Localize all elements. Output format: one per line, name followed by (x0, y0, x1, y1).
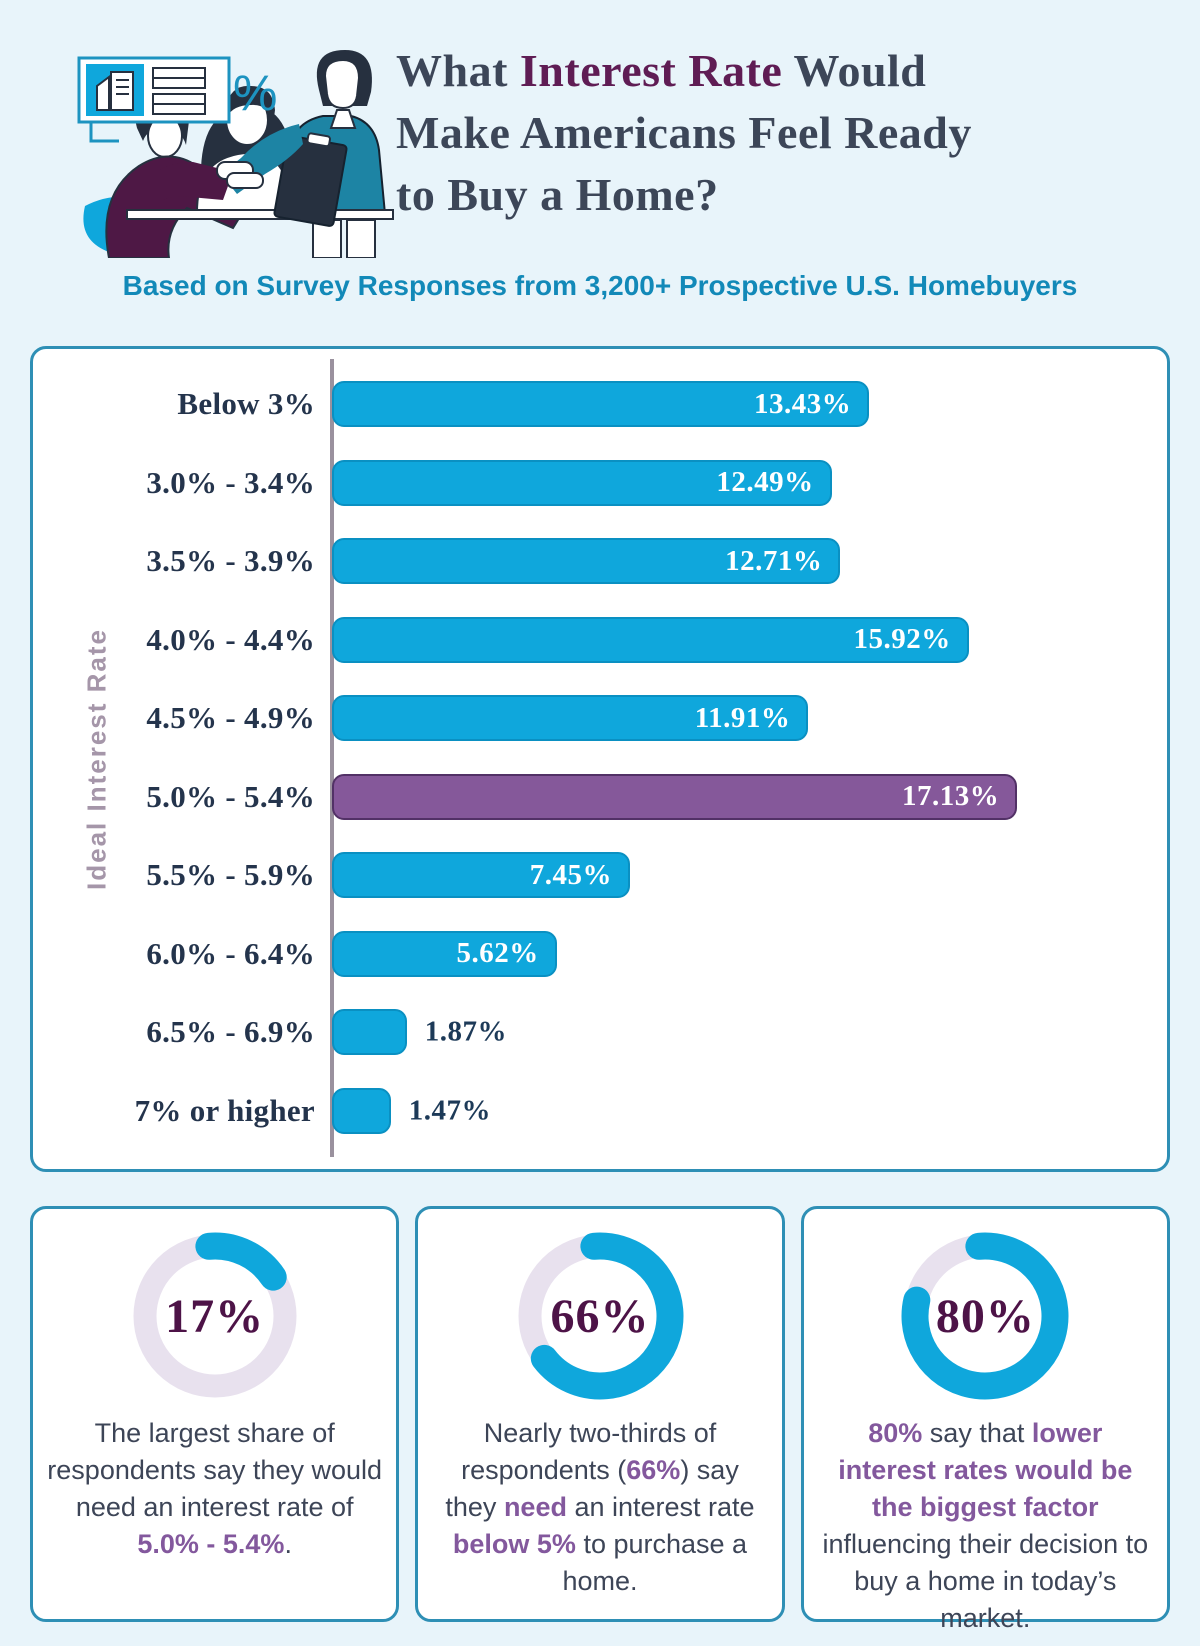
donut-percent-label: 17% (165, 1289, 265, 1343)
chart-row (33, 679, 1167, 758)
bar (332, 538, 840, 584)
bar-rows (33, 365, 1167, 1150)
chart-row (33, 365, 1167, 444)
bar (332, 852, 630, 898)
card-text-highlight: need (503, 1492, 567, 1522)
bar-track (330, 381, 1167, 427)
bar (332, 381, 869, 427)
bar-track (330, 774, 1167, 820)
stat-card (30, 1206, 399, 1622)
bar-track (330, 931, 1167, 977)
stat-cards (30, 1206, 1170, 1633)
chart-row (33, 601, 1167, 680)
stat-card-text (818, 1415, 1153, 1637)
title-highlight: Interest Rate (519, 45, 783, 96)
card-text: Nearly two-thirds of respondents ( (461, 1418, 717, 1485)
table (127, 210, 393, 219)
category-label: 4.0% - 4.4% (146, 621, 315, 657)
bar-track (330, 695, 1167, 741)
category-label: 6.5% - 6.9% (146, 1014, 315, 1050)
stat-card-text (432, 1415, 767, 1600)
chart-row (33, 444, 1167, 523)
bar (332, 460, 832, 506)
card-text: say that (922, 1418, 1032, 1448)
category-label: 7% or higher (134, 1092, 315, 1128)
stat-card-text (47, 1415, 382, 1563)
donut-percent-label: 66% (550, 1289, 650, 1343)
card-text: to purchase a home. (562, 1529, 748, 1596)
card-text-highlight: lower interest rates would be the biggest factor (838, 1418, 1133, 1522)
man-leg (347, 220, 375, 258)
category-label: 3.5% - 3.9% (146, 543, 315, 579)
card-text: The largest share of respondents say they would need an interest rate of (47, 1418, 383, 1522)
man-collar (331, 110, 355, 128)
bar (332, 695, 808, 741)
bar-track (330, 617, 1167, 663)
bar (332, 617, 969, 663)
stat-card (415, 1206, 784, 1622)
chart-row (33, 1072, 1167, 1151)
bar-value-label: 12.71% (725, 544, 823, 577)
title-text: Make Americans Feel Ready (396, 107, 972, 158)
card-text-highlight: below 5% (452, 1529, 576, 1559)
bar-track (330, 852, 1167, 898)
bar (332, 1088, 391, 1134)
bar-value-label: 17.13% (901, 780, 1000, 813)
bar (332, 1009, 407, 1055)
subtitle: Based on Survey Responses from 3,200+ Prospective U.S. Homebuyers (122, 270, 1078, 301)
header (0, 0, 1200, 258)
title-text: What (396, 45, 520, 96)
man-face (325, 60, 359, 108)
bar (332, 931, 557, 977)
bar-chart-panel (30, 346, 1170, 1172)
chart-row (33, 758, 1167, 837)
card-text: an interest rate (566, 1492, 755, 1522)
page-title (396, 40, 972, 226)
bar-track (330, 1009, 1167, 1055)
card-text-highlight: 5.0% - 5.4% (137, 1529, 285, 1559)
donut-chart (130, 1231, 300, 1401)
category-label: 3.0% - 3.4% (146, 464, 315, 500)
bar-track (330, 460, 1167, 506)
donut-chart (515, 1231, 685, 1401)
card-text-highlight: 66% (626, 1455, 681, 1485)
category-label: 4.5% - 4.9% (146, 700, 315, 736)
category-label: 5.0% - 5.4% (146, 778, 315, 814)
card-text: influencing their decision to buy a home in today’s market. (822, 1529, 1149, 1633)
bar-highlighted (332, 774, 1017, 820)
card-text-highlight: 80% (868, 1418, 923, 1448)
bar-value-label: 1.87% (424, 1015, 508, 1048)
chart-row (33, 522, 1167, 601)
bar-value-label: 11.91% (694, 701, 791, 734)
card-text: ) say they (445, 1455, 739, 1522)
category-label: Below 3% (177, 386, 315, 422)
chart-row (33, 993, 1167, 1072)
percent-glyph: % (233, 65, 278, 121)
bar-value-label: 7.45% (529, 858, 612, 891)
bar-value-label: 12.49% (716, 466, 814, 499)
bar-track (330, 1088, 1167, 1134)
title-text: Would (782, 45, 927, 96)
donut-percent-label: 80% (935, 1289, 1035, 1343)
bar-value-label: 13.43% (753, 387, 852, 420)
category-label: 5.5% - 5.9% (146, 857, 315, 893)
stat-card (801, 1206, 1170, 1633)
bar-value-label: 1.47% (408, 1094, 492, 1127)
bar-value-label: 5.62% (456, 937, 539, 970)
card-text: . (284, 1529, 292, 1559)
y-axis-label: Ideal Interest Rate (81, 628, 112, 890)
title-text: to Buy a Home? (396, 169, 719, 220)
bar-value-label: 15.92% (853, 623, 951, 656)
chart-row (33, 915, 1167, 994)
handshake-illustration (75, 46, 397, 258)
chart-row (33, 836, 1167, 915)
category-label: 6.0% - 6.4% (146, 935, 315, 971)
bar-track (330, 538, 1167, 584)
donut-chart (900, 1231, 1070, 1401)
